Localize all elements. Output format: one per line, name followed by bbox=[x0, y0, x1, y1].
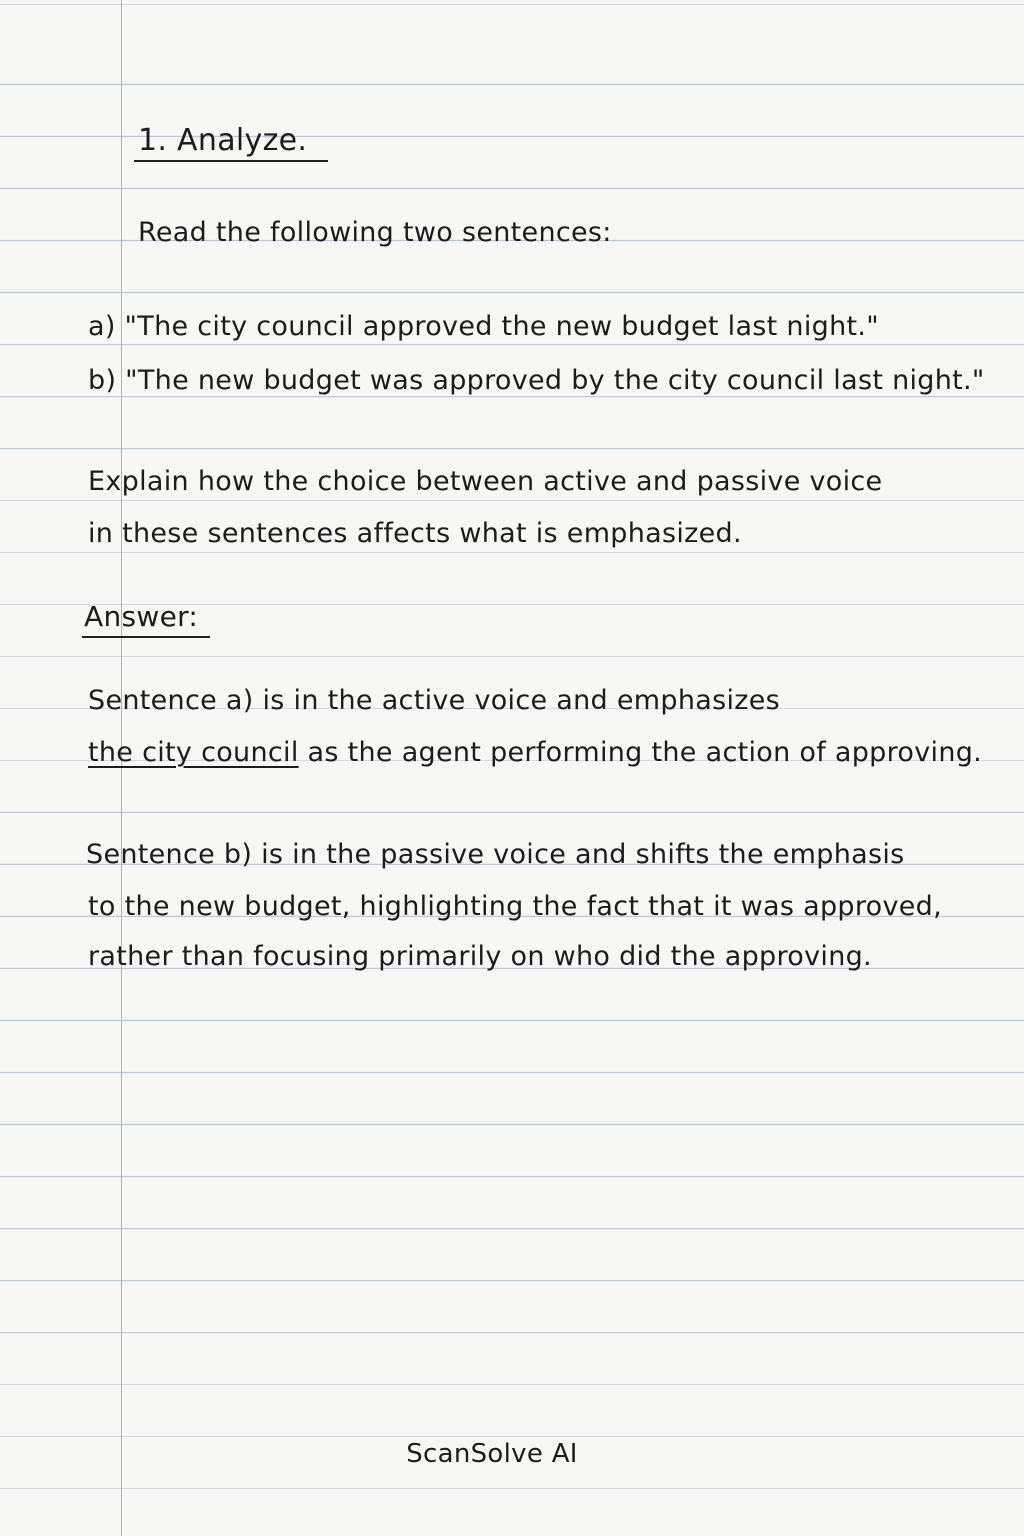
underlined-phrase: the city council bbox=[88, 737, 299, 768]
heading-underline bbox=[134, 160, 328, 162]
answer-label: Answer: bbox=[84, 600, 199, 633]
sentence-a: a) "The city council approved the new budget last night." bbox=[88, 311, 879, 342]
answer-p2-line-1: Sentence b) is in the passive voice and shifts the emphasis bbox=[86, 839, 905, 870]
answer-p1-line-1: Sentence a) is in the active voice and emphasizes bbox=[88, 685, 781, 716]
question-intro: Read the following two sentences: bbox=[138, 217, 612, 248]
answer-p2-line-3: rather than focusing primarily on who did the approving. bbox=[88, 941, 872, 972]
answer-underline bbox=[82, 636, 210, 638]
answer-p1-line-2 bbox=[88, 736, 982, 770]
question-line-2: in these sentences affects what is emphasized. bbox=[88, 518, 742, 549]
footer-brand: ScanSolve AI bbox=[406, 1439, 578, 1469]
question-line-1: Explain how the choice between active and passive voice bbox=[88, 466, 883, 497]
answer-p1-line-2-rest: as the agent performing the action of approving. bbox=[298, 737, 983, 768]
sentence-b: b) "The new budget was approved by the city council last night." bbox=[88, 365, 985, 396]
question-heading: 1. Analyze. bbox=[138, 123, 308, 158]
answer-p2-line-2: to the new budget, highlighting the fact that it was approved, bbox=[88, 891, 942, 922]
